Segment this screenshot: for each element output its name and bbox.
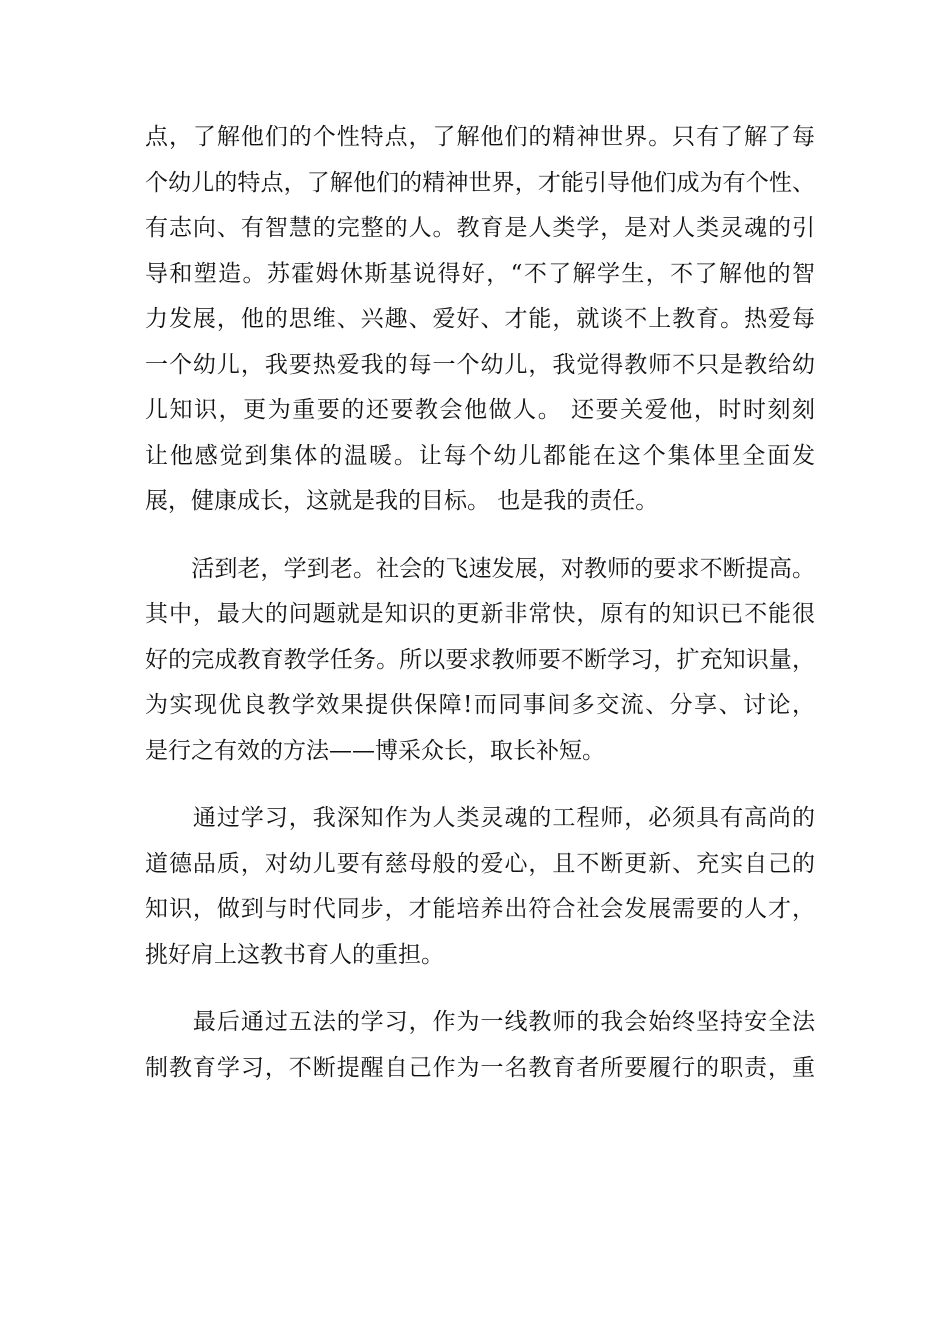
text-line: 通过学习，我深知作为人类灵魂的工程师，必须具有高尚的 xyxy=(145,805,815,831)
paragraph-1 xyxy=(145,115,815,525)
text-line: 知识，做到与时代同步，才能培养出符合社会发展需要的人才， xyxy=(145,896,815,922)
text-line: 其中，最大的问题就是知识的更新非常快，原有的知识已不能很 xyxy=(145,601,815,627)
text-line: 为实现优良教学效果提供保障!而同事间多交流、分享、讨论， xyxy=(145,692,815,718)
text-line: 是行之有效的方法——博采众长，取长补短。 xyxy=(145,737,605,764)
text-line: 导和塑造。苏霍姆休斯基说得好，“不了解学生，不了解他的智 xyxy=(145,260,815,287)
paragraph-gap xyxy=(145,525,815,547)
text-line: 一个幼儿，我要热爱我的每一个幼儿，我觉得教师不只是教给幼 xyxy=(145,351,815,378)
body-text xyxy=(145,115,815,1091)
text-line: 个幼儿的特点，了解他们的精神世界，才能引导他们成为有个性、 xyxy=(145,169,815,196)
text-line: 点，了解他们的个性特点，了解他们的精神世界。只有了解了每 xyxy=(145,124,815,150)
text-line: 好的完成教育教学任务。所以要求教师要不断学习，扩充知识量， xyxy=(145,646,815,673)
paragraph-4 xyxy=(145,1000,815,1091)
text-line: 力发展，他的思维、兴趣、爱好、才能，就谈不上教育。热爱每 xyxy=(145,306,815,332)
paragraph-3 xyxy=(145,796,815,978)
text-line: 挑好肩上这教书育人的重担。 xyxy=(145,941,444,968)
paragraph-2 xyxy=(145,547,815,775)
text-line: 最后通过五法的学习，作为一线教师的我会始终坚持安全法 xyxy=(145,1009,815,1035)
text-line: 展，健康成长，这就是我的目标。 也是我的责任。 xyxy=(145,488,659,514)
paragraph-gap xyxy=(145,774,815,796)
text-line: 让他感觉到集体的温暖。让每个幼儿都能在这个集体里全面发 xyxy=(145,442,815,469)
text-line: 有志向、有智慧的完整的人。教育是人类学，是对人类灵魂的引 xyxy=(145,215,815,241)
text-line: 活到老，学到老。社会的飞速发展，对教师的要求不断提高。 xyxy=(145,555,815,582)
text-line: 道德品质，对幼儿要有慈母般的爱心，且不断更新、充实自己的 xyxy=(145,850,815,877)
text-line: 制教育学习，不断提醒自己作为一名教育者所要履行的职责，重 xyxy=(145,1054,815,1081)
paragraph-gap xyxy=(145,978,815,1000)
text-line: 儿知识，更为重要的还要教会他做人。 还要关爱他，时时刻刻 xyxy=(145,397,815,423)
